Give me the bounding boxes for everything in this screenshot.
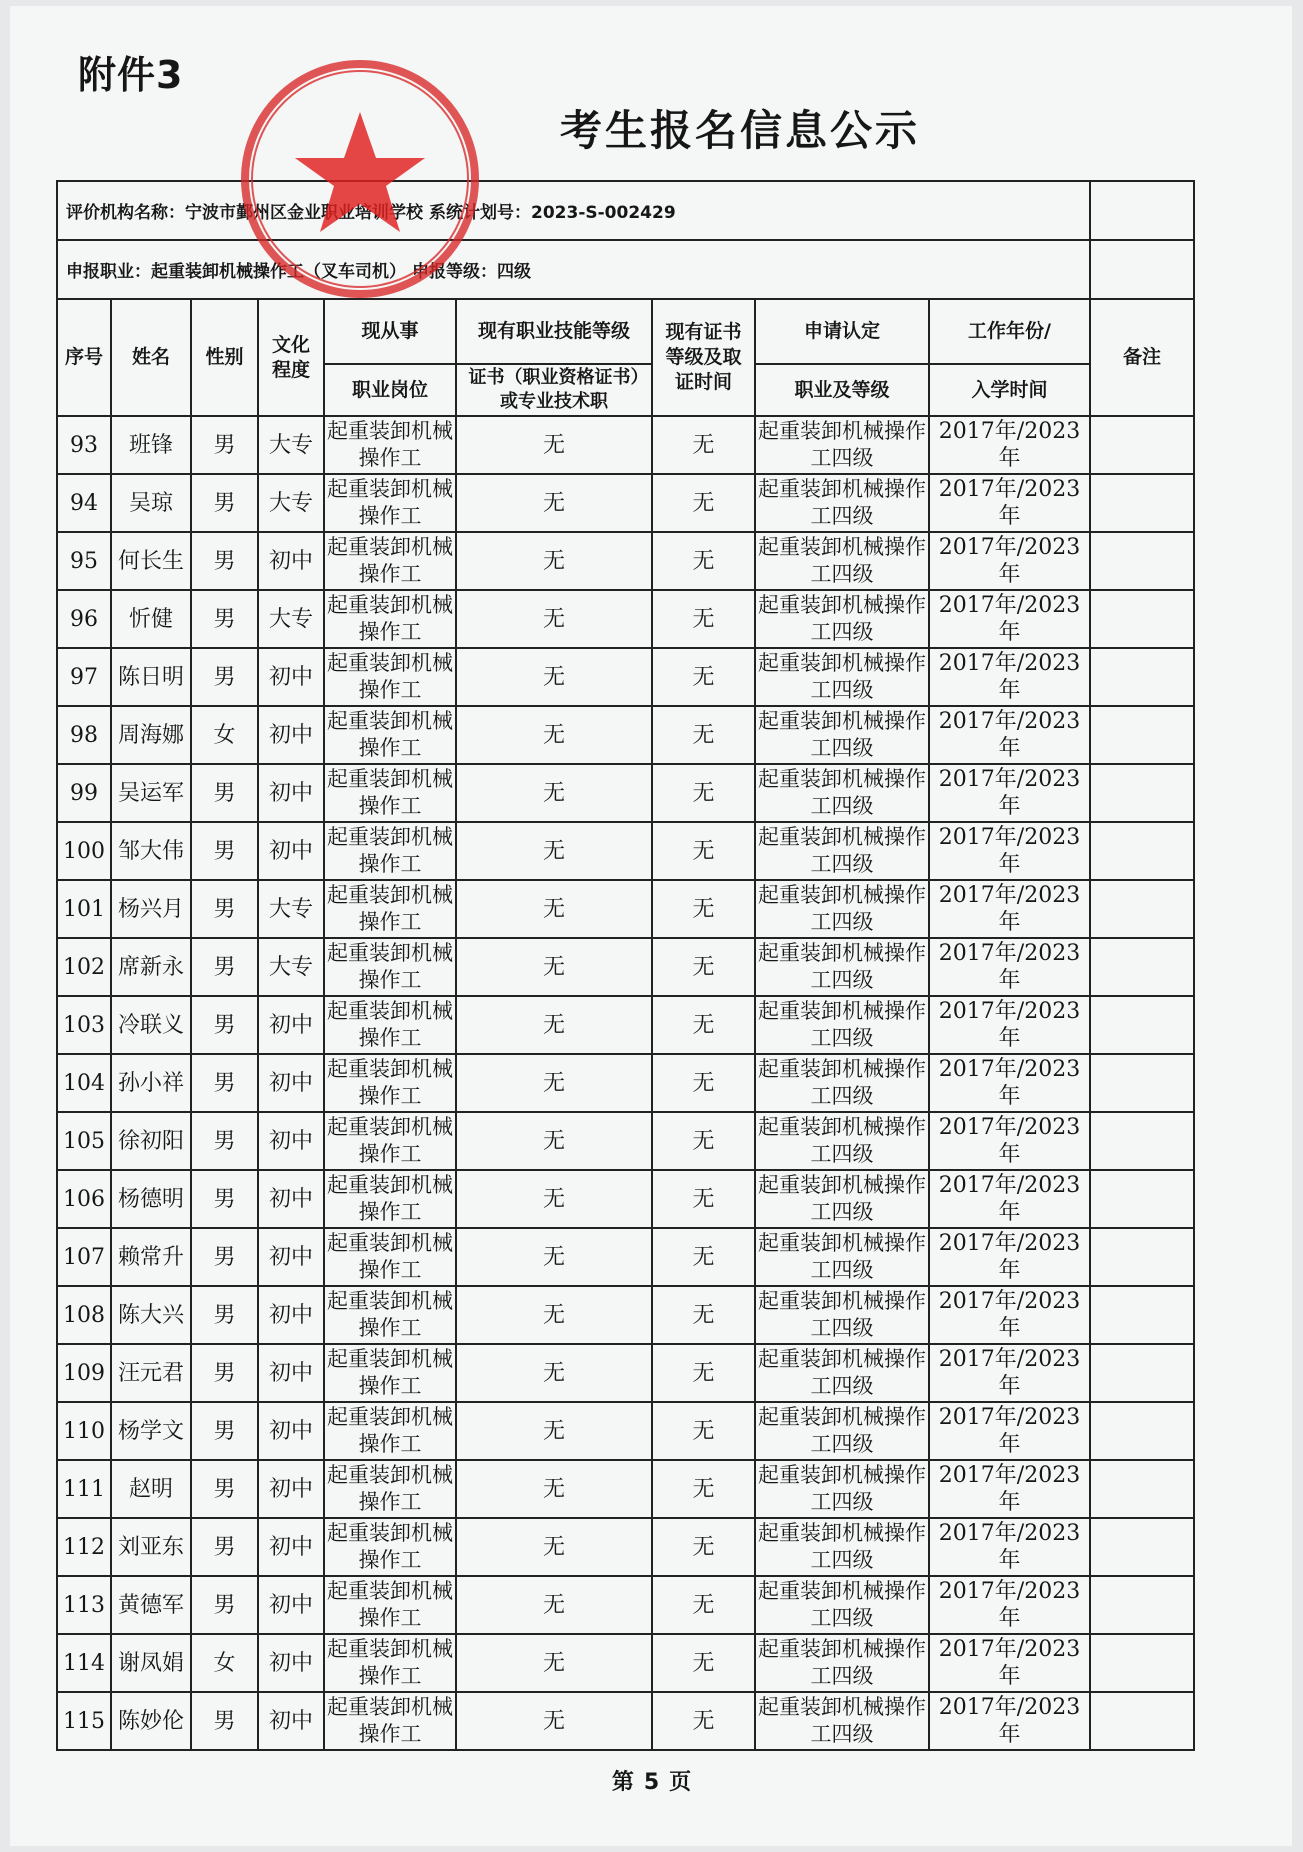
skill-cell: 无 xyxy=(456,996,652,1054)
skill-cell: 无 xyxy=(456,1460,652,1518)
certificate-cell: 无 xyxy=(652,1692,755,1750)
remark-cell xyxy=(1090,1286,1194,1344)
remark-cell xyxy=(1090,1634,1194,1692)
education-cell: 初中 xyxy=(258,764,324,822)
remark-cell xyxy=(1090,1054,1194,1112)
apply-level-cell: 起重装卸机械操作工四级 xyxy=(755,1692,929,1750)
skill-cell: 无 xyxy=(456,416,652,474)
certificate-cell: 无 xyxy=(652,1402,755,1460)
remark-cell xyxy=(1090,1692,1194,1750)
table-row xyxy=(57,1634,1194,1692)
remark-cell xyxy=(1090,1402,1194,1460)
years-cell: 2017年/2023年 xyxy=(929,764,1090,822)
name-cell: 杨德明 xyxy=(111,1170,191,1228)
current-job-cell: 起重装卸机械操作工 xyxy=(324,1634,456,1692)
col-header-skill-bottom: 证书（职业资格证书）或专业技术职 xyxy=(456,364,652,416)
education-cell: 大专 xyxy=(258,590,324,648)
job-info xyxy=(57,240,1090,299)
certificate-cell: 无 xyxy=(652,1054,755,1112)
years-cell: 2017年/2023年 xyxy=(929,590,1090,648)
footer-prefix: 第 xyxy=(611,1770,634,1795)
years-cell: 2017年/2023年 xyxy=(929,1402,1090,1460)
plan-label: 系统计划号： xyxy=(429,203,531,223)
apply-level-cell: 起重装卸机械操作工四级 xyxy=(755,1054,929,1112)
education-cell: 初中 xyxy=(258,1460,324,1518)
col-header-apply-top: 申请认定 xyxy=(755,299,929,364)
level-value: 四级 xyxy=(497,262,531,282)
gender-cell: 女 xyxy=(191,706,258,764)
table-row xyxy=(57,590,1194,648)
remark-cell xyxy=(1090,1518,1194,1576)
col-header-gender: 性别 xyxy=(191,299,258,416)
remark-cell xyxy=(1090,1112,1194,1170)
name-cell: 赖常升 xyxy=(111,1228,191,1286)
name-cell: 班锋 xyxy=(111,416,191,474)
table-row xyxy=(57,706,1194,764)
apply-level-cell: 起重装卸机械操作工四级 xyxy=(755,532,929,590)
current-job-cell: 起重装卸机械操作工 xyxy=(324,938,456,996)
years-cell: 2017年/2023年 xyxy=(929,1228,1090,1286)
skill-cell: 无 xyxy=(456,474,652,532)
current-job-cell: 起重装卸机械操作工 xyxy=(324,1344,456,1402)
name-cell: 谢凤娟 xyxy=(111,1634,191,1692)
skill-cell: 无 xyxy=(456,1228,652,1286)
gender-cell: 男 xyxy=(191,1054,258,1112)
certificate-cell: 无 xyxy=(652,648,755,706)
table-row xyxy=(57,1286,1194,1344)
name-cell: 邹大伟 xyxy=(111,822,191,880)
col-header-education: 文化程度 xyxy=(258,299,324,416)
table-row xyxy=(57,764,1194,822)
seq-cell: 98 xyxy=(57,706,111,764)
years-cell: 2017年/2023年 xyxy=(929,1286,1090,1344)
years-cell: 2017年/2023年 xyxy=(929,532,1090,590)
current-job-cell: 起重装卸机械操作工 xyxy=(324,1518,456,1576)
certificate-cell: 无 xyxy=(652,416,755,474)
remark-cell xyxy=(1090,1344,1194,1402)
gender-cell: 男 xyxy=(191,1576,258,1634)
gender-cell: 男 xyxy=(191,1344,258,1402)
table-row xyxy=(57,1518,1194,1576)
name-cell: 杨兴月 xyxy=(111,880,191,938)
plan-number: 2023-S-002429 xyxy=(531,203,676,223)
seq-cell: 115 xyxy=(57,1692,111,1750)
skill-cell: 无 xyxy=(456,1518,652,1576)
apply-level-cell: 起重装卸机械操作工四级 xyxy=(755,648,929,706)
apply-level-cell: 起重装卸机械操作工四级 xyxy=(755,1576,929,1634)
gender-cell: 男 xyxy=(191,996,258,1054)
education-cell: 大专 xyxy=(258,880,324,938)
header-row-top xyxy=(57,299,1194,364)
table-row xyxy=(57,996,1194,1054)
apply-level-cell: 起重装卸机械操作工四级 xyxy=(755,590,929,648)
apply-level-cell: 起重装卸机械操作工四级 xyxy=(755,1228,929,1286)
skill-cell: 无 xyxy=(456,1344,652,1402)
gender-cell: 女 xyxy=(191,1634,258,1692)
skill-cell: 无 xyxy=(456,1054,652,1112)
col-header-current-job-top: 现从事 xyxy=(324,299,456,364)
table-row xyxy=(57,1576,1194,1634)
years-cell: 2017年/2023年 xyxy=(929,474,1090,532)
years-cell: 2017年/2023年 xyxy=(929,996,1090,1054)
gender-cell: 男 xyxy=(191,822,258,880)
skill-cell: 无 xyxy=(456,764,652,822)
gender-cell: 男 xyxy=(191,474,258,532)
education-cell: 初中 xyxy=(258,1402,324,1460)
current-job-cell: 起重装卸机械操作工 xyxy=(324,1112,456,1170)
gender-cell: 男 xyxy=(191,1692,258,1750)
attachment-label: 附件3 xyxy=(78,53,184,97)
education-cell: 初中 xyxy=(258,996,324,1054)
seq-cell: 110 xyxy=(57,1402,111,1460)
gender-cell: 男 xyxy=(191,764,258,822)
table-row xyxy=(57,880,1194,938)
years-cell: 2017年/2023年 xyxy=(929,938,1090,996)
name-cell: 吴琼 xyxy=(111,474,191,532)
seq-cell: 95 xyxy=(57,532,111,590)
table-row xyxy=(57,1344,1194,1402)
table-row xyxy=(57,1170,1194,1228)
years-cell: 2017年/2023年 xyxy=(929,1576,1090,1634)
certificate-cell: 无 xyxy=(652,822,755,880)
education-cell: 初中 xyxy=(258,1228,324,1286)
current-job-cell: 起重装卸机械操作工 xyxy=(324,706,456,764)
gender-cell: 男 xyxy=(191,1112,258,1170)
seq-cell: 105 xyxy=(57,1112,111,1170)
certificate-cell: 无 xyxy=(652,532,755,590)
remark-cell xyxy=(1090,1170,1194,1228)
name-cell: 徐初阳 xyxy=(111,1112,191,1170)
seq-cell: 108 xyxy=(57,1286,111,1344)
registration-table xyxy=(56,180,1195,1751)
job-row xyxy=(57,240,1194,299)
education-cell: 初中 xyxy=(258,648,324,706)
col-header-current-job-bottom: 职业岗位 xyxy=(324,364,456,416)
education-cell: 初中 xyxy=(258,1054,324,1112)
col-header-name: 姓名 xyxy=(111,299,191,416)
org-row-blank xyxy=(1090,181,1194,240)
education-cell: 初中 xyxy=(258,822,324,880)
table-row xyxy=(57,648,1194,706)
name-cell: 陈日明 xyxy=(111,648,191,706)
current-job-cell: 起重装卸机械操作工 xyxy=(324,822,456,880)
col-header-skill-top: 现有职业技能等级 xyxy=(456,299,652,364)
org-row xyxy=(57,181,1194,240)
certificate-cell: 无 xyxy=(652,1634,755,1692)
years-cell: 2017年/2023年 xyxy=(929,1344,1090,1402)
education-cell: 初中 xyxy=(258,1692,324,1750)
skill-cell: 无 xyxy=(456,532,652,590)
page-number: 5 xyxy=(643,1770,660,1795)
skill-cell: 无 xyxy=(456,1634,652,1692)
years-cell: 2017年/2023年 xyxy=(929,1634,1090,1692)
seq-cell: 106 xyxy=(57,1170,111,1228)
apply-level-cell: 起重装卸机械操作工四级 xyxy=(755,1460,929,1518)
seq-cell: 103 xyxy=(57,996,111,1054)
certificate-cell: 无 xyxy=(652,1228,755,1286)
table-row xyxy=(57,1692,1194,1750)
footer-suffix: 页 xyxy=(669,1770,692,1795)
table-row xyxy=(57,1228,1194,1286)
table-row xyxy=(57,532,1194,590)
remark-cell xyxy=(1090,590,1194,648)
apply-level-cell: 起重装卸机械操作工四级 xyxy=(755,1170,929,1228)
table-row xyxy=(57,938,1194,996)
apply-level-cell: 起重装卸机械操作工四级 xyxy=(755,880,929,938)
apply-level-cell: 起重装卸机械操作工四级 xyxy=(755,938,929,996)
official-seal xyxy=(235,54,485,304)
skill-cell: 无 xyxy=(456,938,652,996)
education-cell: 大专 xyxy=(258,474,324,532)
gender-cell: 男 xyxy=(191,532,258,590)
skill-cell: 无 xyxy=(456,1576,652,1634)
name-cell: 黄德军 xyxy=(111,1576,191,1634)
name-cell: 汪元君 xyxy=(111,1344,191,1402)
table-row xyxy=(57,474,1194,532)
job-label: 申报职业： xyxy=(66,262,151,282)
col-header-seq: 序号 xyxy=(57,299,111,416)
education-cell: 初中 xyxy=(258,1286,324,1344)
apply-level-cell: 起重装卸机械操作工四级 xyxy=(755,1344,929,1402)
certificate-cell: 无 xyxy=(652,1112,755,1170)
current-job-cell: 起重装卸机械操作工 xyxy=(324,880,456,938)
current-job-cell: 起重装卸机械操作工 xyxy=(324,474,456,532)
apply-level-cell: 起重装卸机械操作工四级 xyxy=(755,764,929,822)
education-cell: 初中 xyxy=(258,1634,324,1692)
education-cell: 初中 xyxy=(258,532,324,590)
org-name: 宁波市鄞州区金业职业培训学校 xyxy=(185,203,423,223)
education-cell: 初中 xyxy=(258,706,324,764)
certificate-cell: 无 xyxy=(652,1518,755,1576)
skill-cell: 无 xyxy=(456,1170,652,1228)
apply-level-cell: 起重装卸机械操作工四级 xyxy=(755,1112,929,1170)
current-job-cell: 起重装卸机械操作工 xyxy=(324,1460,456,1518)
table-row xyxy=(57,822,1194,880)
certificate-cell: 无 xyxy=(652,474,755,532)
education-cell: 初中 xyxy=(258,1170,324,1228)
job-name: 起重装卸机械操作工（叉车司机） xyxy=(151,262,406,282)
remark-cell xyxy=(1090,764,1194,822)
seq-cell: 97 xyxy=(57,648,111,706)
col-header-certificate: 现有证书等级及取证时间 xyxy=(652,299,755,416)
name-cell: 何长生 xyxy=(111,532,191,590)
gender-cell: 男 xyxy=(191,1286,258,1344)
gender-cell: 男 xyxy=(191,1402,258,1460)
apply-level-cell: 起重装卸机械操作工四级 xyxy=(755,822,929,880)
seq-cell: 112 xyxy=(57,1518,111,1576)
remark-cell xyxy=(1090,648,1194,706)
remark-cell xyxy=(1090,938,1194,996)
seq-cell: 113 xyxy=(57,1576,111,1634)
years-cell: 2017年/2023年 xyxy=(929,822,1090,880)
name-cell: 忻健 xyxy=(111,590,191,648)
current-job-cell: 起重装卸机械操作工 xyxy=(324,590,456,648)
apply-level-cell: 起重装卸机械操作工四级 xyxy=(755,706,929,764)
current-job-cell: 起重装卸机械操作工 xyxy=(324,1692,456,1750)
years-cell: 2017年/2023年 xyxy=(929,1518,1090,1576)
years-cell: 2017年/2023年 xyxy=(929,1692,1090,1750)
skill-cell: 无 xyxy=(456,1286,652,1344)
name-cell: 赵明 xyxy=(111,1460,191,1518)
remark-cell xyxy=(1090,416,1194,474)
name-cell: 席新永 xyxy=(111,938,191,996)
gender-cell: 男 xyxy=(191,1460,258,1518)
education-cell: 初中 xyxy=(258,1112,324,1170)
certificate-cell: 无 xyxy=(652,590,755,648)
seq-cell: 111 xyxy=(57,1460,111,1518)
seq-cell: 101 xyxy=(57,880,111,938)
certificate-cell: 无 xyxy=(652,880,755,938)
remark-cell xyxy=(1090,880,1194,938)
apply-level-cell: 起重装卸机械操作工四级 xyxy=(755,1402,929,1460)
remark-cell xyxy=(1090,822,1194,880)
name-cell: 周海娜 xyxy=(111,706,191,764)
remark-cell xyxy=(1090,474,1194,532)
gender-cell: 男 xyxy=(191,1518,258,1576)
gender-cell: 男 xyxy=(191,1170,258,1228)
education-cell: 大专 xyxy=(258,416,324,474)
gender-cell: 男 xyxy=(191,648,258,706)
page-footer xyxy=(0,1765,1303,1796)
table-row xyxy=(57,1402,1194,1460)
years-cell: 2017年/2023年 xyxy=(929,1460,1090,1518)
seq-cell: 93 xyxy=(57,416,111,474)
gender-cell: 男 xyxy=(191,590,258,648)
current-job-cell: 起重装卸机械操作工 xyxy=(324,416,456,474)
job-row-blank xyxy=(1090,240,1194,299)
years-cell: 2017年/2023年 xyxy=(929,416,1090,474)
name-cell: 孙小祥 xyxy=(111,1054,191,1112)
gender-cell: 男 xyxy=(191,416,258,474)
current-job-cell: 起重装卸机械操作工 xyxy=(324,996,456,1054)
org-info xyxy=(57,181,1090,240)
name-cell: 杨学文 xyxy=(111,1402,191,1460)
table-row xyxy=(57,1112,1194,1170)
name-cell: 陈妙伦 xyxy=(111,1692,191,1750)
skill-cell: 无 xyxy=(456,706,652,764)
current-job-cell: 起重装卸机械操作工 xyxy=(324,532,456,590)
years-cell: 2017年/2023年 xyxy=(929,1054,1090,1112)
level-label: 申报等级： xyxy=(412,262,497,282)
current-job-cell: 起重装卸机械操作工 xyxy=(324,1170,456,1228)
certificate-cell: 无 xyxy=(652,764,755,822)
apply-level-cell: 起重装卸机械操作工四级 xyxy=(755,1286,929,1344)
current-job-cell: 起重装卸机械操作工 xyxy=(324,1402,456,1460)
seq-cell: 99 xyxy=(57,764,111,822)
skill-cell: 无 xyxy=(456,590,652,648)
skill-cell: 无 xyxy=(456,1402,652,1460)
apply-level-cell: 起重装卸机械操作工四级 xyxy=(755,1634,929,1692)
table-row xyxy=(57,416,1194,474)
current-job-cell: 起重装卸机械操作工 xyxy=(324,1286,456,1344)
certificate-cell: 无 xyxy=(652,1460,755,1518)
current-job-cell: 起重装卸机械操作工 xyxy=(324,648,456,706)
seq-cell: 104 xyxy=(57,1054,111,1112)
seq-cell: 114 xyxy=(57,1634,111,1692)
certificate-cell: 无 xyxy=(652,938,755,996)
name-cell: 冷联义 xyxy=(111,996,191,1054)
education-cell: 初中 xyxy=(258,1518,324,1576)
table-body xyxy=(57,416,1194,1750)
gender-cell: 男 xyxy=(191,938,258,996)
education-cell: 大专 xyxy=(258,938,324,996)
remark-cell xyxy=(1090,1576,1194,1634)
skill-cell: 无 xyxy=(456,1112,652,1170)
certificate-cell: 无 xyxy=(652,1170,755,1228)
col-header-years-top: 工作年份/ xyxy=(929,299,1090,364)
apply-level-cell: 起重装卸机械操作工四级 xyxy=(755,996,929,1054)
name-cell: 陈大兴 xyxy=(111,1286,191,1344)
years-cell: 2017年/2023年 xyxy=(929,1112,1090,1170)
seq-cell: 102 xyxy=(57,938,111,996)
page-title: 考生报名信息公示 xyxy=(560,106,921,155)
certificate-cell: 无 xyxy=(652,1576,755,1634)
col-header-remark: 备注 xyxy=(1090,299,1194,416)
years-cell: 2017年/2023年 xyxy=(929,880,1090,938)
skill-cell: 无 xyxy=(456,822,652,880)
apply-level-cell: 起重装卸机械操作工四级 xyxy=(755,416,929,474)
years-cell: 2017年/2023年 xyxy=(929,648,1090,706)
skill-cell: 无 xyxy=(456,648,652,706)
org-label: 评价机构名称： xyxy=(66,203,185,223)
seq-cell: 96 xyxy=(57,590,111,648)
table-row xyxy=(57,1054,1194,1112)
years-cell: 2017年/2023年 xyxy=(929,1170,1090,1228)
seq-cell: 107 xyxy=(57,1228,111,1286)
apply-level-cell: 起重装卸机械操作工四级 xyxy=(755,1518,929,1576)
remark-cell xyxy=(1090,1460,1194,1518)
seq-cell: 94 xyxy=(57,474,111,532)
table-row xyxy=(57,1460,1194,1518)
remark-cell xyxy=(1090,706,1194,764)
name-cell: 吴运军 xyxy=(111,764,191,822)
seal-star-icon xyxy=(295,112,425,232)
certificate-cell: 无 xyxy=(652,996,755,1054)
current-job-cell: 起重装卸机械操作工 xyxy=(324,1054,456,1112)
remark-cell xyxy=(1090,996,1194,1054)
seq-cell: 109 xyxy=(57,1344,111,1402)
current-job-cell: 起重装卸机械操作工 xyxy=(324,1228,456,1286)
education-cell: 初中 xyxy=(258,1576,324,1634)
col-header-years-bottom: 入学时间 xyxy=(929,364,1090,416)
remark-cell xyxy=(1090,1228,1194,1286)
seq-cell: 100 xyxy=(57,822,111,880)
skill-cell: 无 xyxy=(456,880,652,938)
current-job-cell: 起重装卸机械操作工 xyxy=(324,764,456,822)
gender-cell: 男 xyxy=(191,1228,258,1286)
remark-cell xyxy=(1090,532,1194,590)
certificate-cell: 无 xyxy=(652,706,755,764)
years-cell: 2017年/2023年 xyxy=(929,706,1090,764)
certificate-cell: 无 xyxy=(652,1286,755,1344)
skill-cell: 无 xyxy=(456,1692,652,1750)
certificate-cell: 无 xyxy=(652,1344,755,1402)
col-header-apply-bottom: 职业及等级 xyxy=(755,364,929,416)
education-cell: 初中 xyxy=(258,1344,324,1402)
current-job-cell: 起重装卸机械操作工 xyxy=(324,1576,456,1634)
name-cell: 刘亚东 xyxy=(111,1518,191,1576)
apply-level-cell: 起重装卸机械操作工四级 xyxy=(755,474,929,532)
gender-cell: 男 xyxy=(191,880,258,938)
